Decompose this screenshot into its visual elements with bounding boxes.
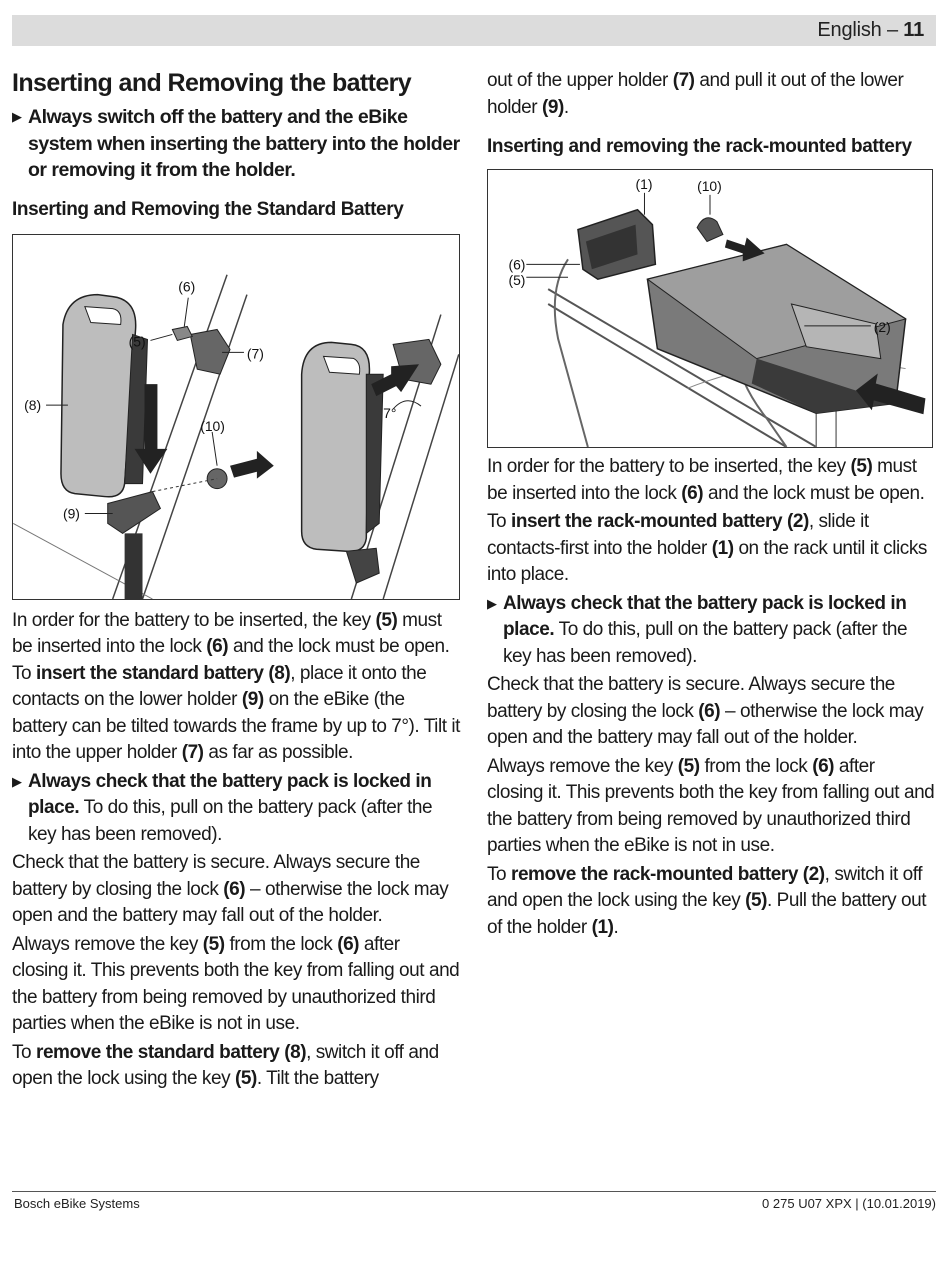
- warning-switch-off: [12, 104, 460, 184]
- subsection-title-rack: Inserting and removing the rack-mounted battery: [487, 136, 912, 157]
- page-header: [12, 15, 936, 46]
- standard-battery-illustration: [13, 235, 459, 599]
- figure-standard-battery: [12, 234, 460, 600]
- footer-brand: Bosch eBike Systems: [14, 1196, 140, 1211]
- fig-label-10: (10): [200, 417, 225, 434]
- right-column: [487, 68, 935, 941]
- warning-text: Always switch off the battery and the eBike system when inserting the battery into the holder or removing it from the holder.: [28, 106, 460, 181]
- warning-triangle-icon: ▶: [487, 595, 497, 611]
- warning-triangle-icon: ▶: [12, 109, 22, 124]
- paragraph-remove-key: Always remove the key (5) from the lock (6) after closing it. This prevents both the key from falling out and the battery from being removed by unauthorized third parties when the eBike is not in use.: [12, 933, 460, 1034]
- paragraph-insert-rack: To insert the rack-mounted battery (2), slide it contacts-first into the holder (1) on the rack until it clicks into place.: [487, 511, 927, 585]
- header-language: English –: [817, 19, 904, 41]
- fig-label-7: (7): [246, 344, 264, 361]
- fig-label-8: (8): [24, 396, 42, 413]
- fig-label-10: (10): [697, 177, 722, 194]
- subsection-title-standard: Inserting and Removing the Standard Battery: [12, 198, 404, 220]
- fig-label-1: (1): [635, 175, 653, 192]
- fig-label-6: (6): [508, 256, 526, 273]
- footer-divider: [12, 1191, 936, 1192]
- figure-rack-battery: [487, 169, 933, 448]
- fig-label-5: (5): [508, 272, 526, 289]
- paragraph-check-secure: Check that the battery is secure. Always secure the battery by closing the lock (6) – otherwise the lock may open and the battery may fall out of the holder.: [12, 852, 449, 926]
- paragraph-key-insert: In order for the battery to be inserted, the key (5) must be inserted into the lock (6) and the lock must be open.: [12, 609, 450, 657]
- paragraph-remove-key-rack: Always remove the key (5) from the lock (6) after closing it. This prevents both the key from falling out and the battery from being removed by unauthorized third parties when the eBike is not in use.: [487, 755, 935, 856]
- left-column: [12, 68, 460, 1093]
- paragraph-remove-rack: To remove the rack-mounted battery (2), switch it off and open the lock using the key (5). Pull the battery out of the holder (1).: [487, 863, 927, 938]
- paragraph-insert-standard: To insert the standard battery (8), place it onto the contacts on the lower holder (9) on the eBike (the battery can be tilted towards the frame by up to 7°). Tilt it into the upper holder (7) as far as possible.: [12, 662, 460, 763]
- warning-triangle-icon: ▶: [12, 773, 22, 789]
- warning-locked-rack: ▶ Always check that the battery pack is locked in place. To do this, pull on the battery pack (after the key has been removed).: [487, 592, 908, 667]
- fig-label-6: (6): [178, 278, 196, 295]
- fig-label-2: (2): [873, 318, 891, 335]
- fig-label-9: (9): [62, 504, 80, 521]
- rack-battery-illustration: [488, 170, 932, 447]
- paragraph-check-secure-rack: Check that the battery is secure. Always secure the battery by closing the lock (6) – otherwise the lock may open and the battery may fall out of the holder.: [487, 674, 924, 748]
- warning-locked: ▶ Always check that the battery pack is locked in place. To do this, pull on the battery pack (after the key has been removed).: [12, 770, 433, 845]
- fig-label-5: (5): [128, 332, 146, 349]
- fig-angle-label: 7°: [383, 404, 397, 421]
- footer-doc-id: 0 275 U07 XPX | (10.01.2019): [762, 1196, 936, 1211]
- section-title: Inserting and Removing the battery: [12, 69, 412, 97]
- header-text: [817, 19, 924, 42]
- paragraph-continued: out of the upper holder (7) and pull it out of the lower holder (9).: [487, 70, 904, 118]
- paragraph-key-insert-rack: In order for the battery to be inserted, the key (5) must be inserted into the lock (6) and the lock must be open.: [487, 456, 925, 504]
- page-number: 11: [903, 19, 924, 41]
- paragraph-remove-standard: To remove the standard battery (8), switch it off and open the lock using the key (5). Tilt the battery: [12, 1041, 439, 1089]
